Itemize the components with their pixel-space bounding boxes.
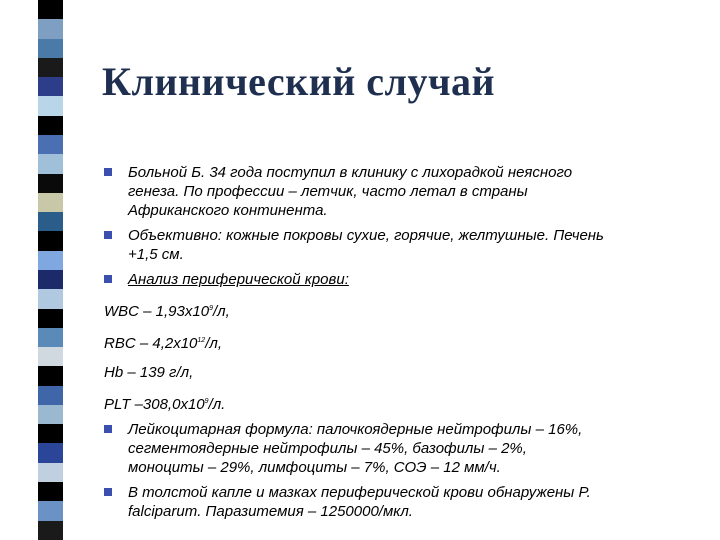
- stripe-segment: [38, 39, 63, 58]
- bullet-square-icon: [104, 168, 112, 176]
- stripe-segment: [38, 309, 63, 328]
- stripe-segment: [38, 58, 63, 77]
- stripe-segment: [38, 463, 63, 482]
- stripe-segment: [38, 482, 63, 501]
- lab-rbc: RBC – $4,2х10^{12}/л$,: [104, 335, 222, 352]
- bullet-blood-analysis-heading: [104, 270, 704, 289]
- stripe-segment: [38, 212, 63, 231]
- bullet-square-icon: [104, 425, 112, 433]
- lab-hb: Hb – 139 г/л,: [104, 364, 194, 381]
- stripe-segment: [38, 521, 63, 540]
- stripe-segment: [38, 405, 63, 424]
- bullet-line: Объективно: кожные покровы сухие, горячие, желтушные. Печень: [128, 227, 604, 244]
- slide-title: Клинический случай: [102, 59, 496, 104]
- bullet-line: Больной Б. 34 года поступил в клинику с лихорадкой неясного: [128, 164, 573, 181]
- stripe-segment: [38, 116, 63, 135]
- stripe-segment: [38, 0, 63, 19]
- stripe-segment: [38, 154, 63, 173]
- bullet-line: В толстой капле и мазках периферической крови обнаружены P.: [128, 484, 591, 501]
- bullet-line: генеза. По профессии – летчик, часто летал в страны: [128, 183, 528, 200]
- bullet-line: моноциты – 29%, лимфоциты – 7%, СОЭ – 12 мм/ч.: [128, 459, 501, 476]
- bullet-square-icon: [104, 275, 112, 283]
- stripe-segment: [38, 289, 63, 308]
- bullet-leukocyte-formula: [104, 420, 704, 477]
- decorative-stripe-bar: [38, 0, 63, 540]
- bullet-line: Лейкоцитарная формула: палочкоядерные нейтрофилы – 16%,: [128, 421, 583, 438]
- bullet-line: +1,5 см.: [128, 246, 184, 263]
- lab-plt: PLT $-308,0х10^9/л$.: [104, 396, 226, 413]
- stripe-segment: [38, 328, 63, 347]
- stripe-segment: [38, 366, 63, 385]
- bullet-line: сегментоядерные нейтрофилы – 45%, базофилы – 2%,: [128, 440, 527, 457]
- stripe-segment: [38, 347, 63, 366]
- stripe-segment: [38, 231, 63, 250]
- stripe-segment: [38, 174, 63, 193]
- stripe-segment: [38, 424, 63, 443]
- stripe-segment: [38, 96, 63, 115]
- bullet-patient-history: [104, 163, 704, 220]
- bullet-line: Африканского континента.: [128, 202, 328, 219]
- bullet-square-icon: [104, 231, 112, 239]
- bullet-objective-exam: [104, 226, 704, 264]
- stripe-segment: [38, 251, 63, 270]
- stripe-segment: [38, 77, 63, 96]
- stripe-segment: [38, 270, 63, 289]
- stripe-segment: [38, 443, 63, 462]
- slide-content: [104, 163, 704, 527]
- bullet-line: falciparum. Паразитемия – 1250000/мкл.: [128, 503, 413, 520]
- stripe-segment: [38, 19, 63, 38]
- bullet-thick-drop-finding: [104, 483, 704, 521]
- lab-wbc: WBC – $1,93х10^9/л$,: [104, 303, 230, 320]
- stripe-segment: [38, 193, 63, 212]
- bullet-square-icon: [104, 488, 112, 496]
- blood-analysis-heading: Анализ периферической крови:: [128, 271, 349, 288]
- stripe-segment: [38, 501, 63, 520]
- stripe-segment: [38, 386, 63, 405]
- stripe-segment: [38, 135, 63, 154]
